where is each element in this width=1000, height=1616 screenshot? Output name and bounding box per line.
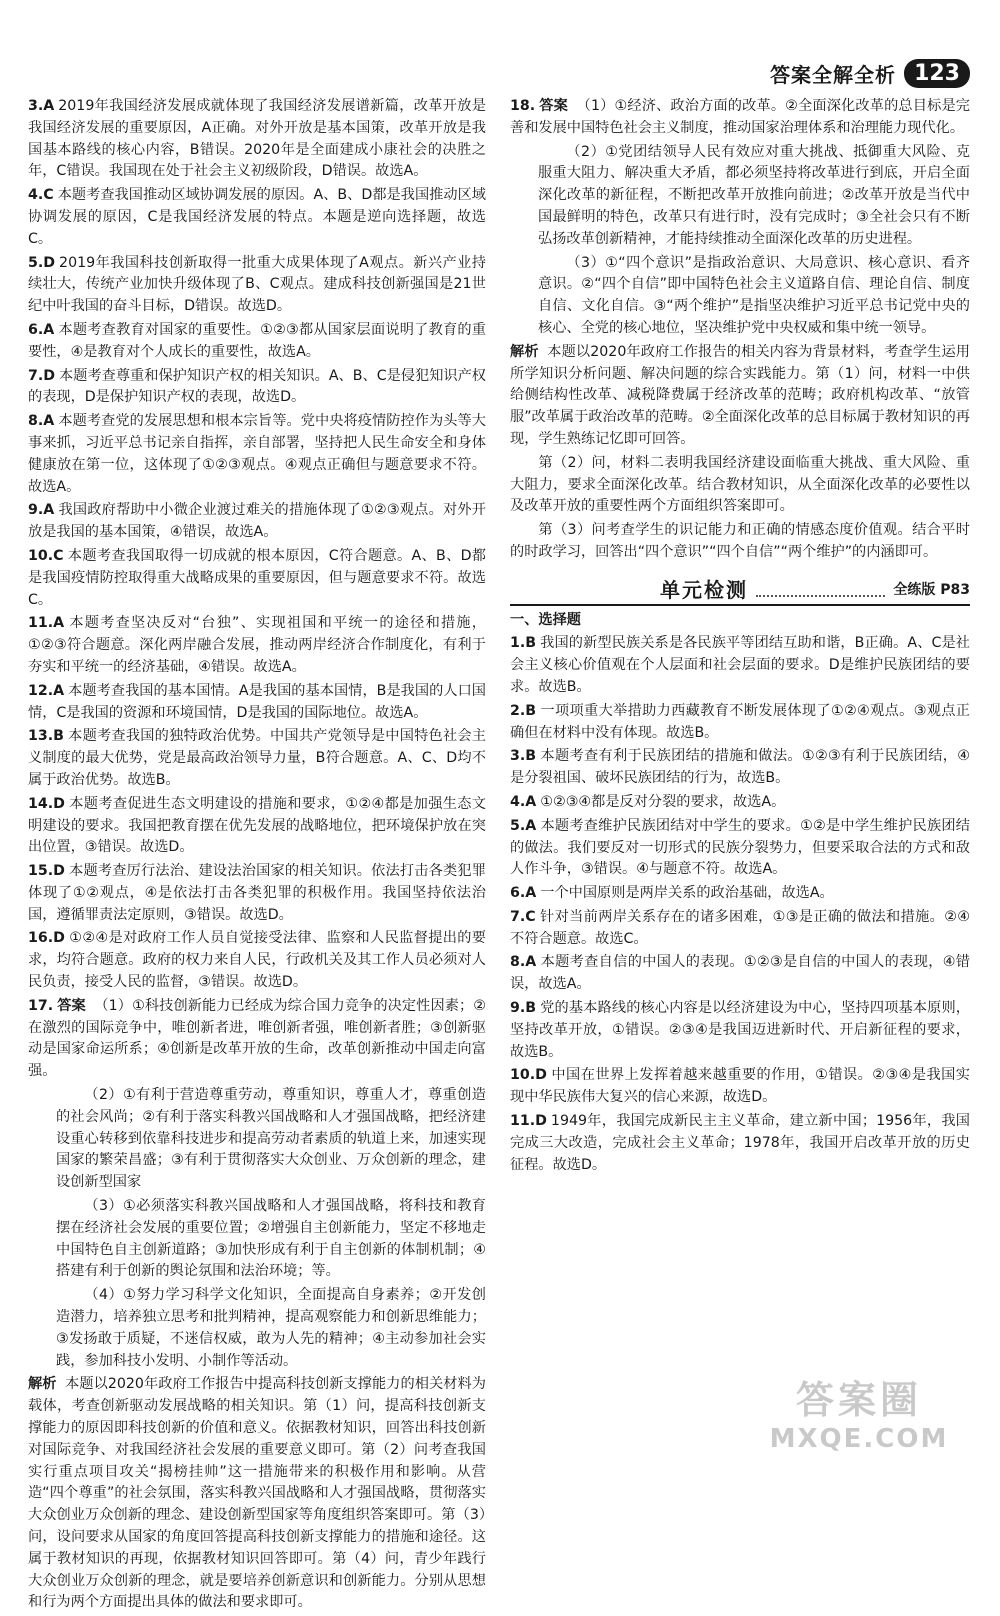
unit-test-bar (510, 578, 970, 606)
answer-text: 一个中国原则是两岸关系的政治基础，故选A。 (540, 885, 834, 902)
answer-text: 本题考查尊重和保护知识产权的相关知识。A、B、C是侵犯知识产权的表现，D是保护知识产权的表现，故选D。 (28, 367, 486, 406)
answer-item (510, 952, 970, 996)
answer-part-3: （3）①“四个意识”是指政治意识、大局意识、核心意识、看齐意识。②“四个自信”即中国特色社会主义道路自信、理论自信、制度自信、文化自信。③“两个维护”是指坚决维护习近平总书记党中央的核心、全党的核心地位，坚决维护党中央权威和集中统一领导。 (538, 254, 970, 336)
answer-text: 本题考查我国推动区域协调发展的原因。A、B、D都是我国推动区域协调发展的原因，C是我国经济发展的特点。本题是逆向选择题，故选C。 (28, 187, 486, 247)
answer-text: 2019年我国科技创新取得一批重大成果体现了A观点。新兴产业持续壮大，传统产业加快升级体现了B、C观点。建成科技创新强国是21世纪中叶我国的奋斗目标，D错误。故选D。 (28, 254, 486, 315)
question-number: 16.D (28, 930, 65, 947)
answer-item (510, 633, 970, 698)
answer-text: 本题考查我国的独特政治优势。中国共产党领导是中国特色社会主义制度的最大优势，党是最高政治领导力量，B符合题意。A、C、D均不属于政治优势。故选B。 (28, 728, 486, 788)
unit-title: 单元检测 (660, 577, 748, 602)
question-number: 7.C (510, 908, 536, 925)
analysis-para-3: 第（3）问考查学生的识记能力和正确的情感态度价值观。结合平时的时政学习，回答出“四个意识”“四个自信”“两个维护”的内涵即可。 (510, 522, 970, 560)
question-number: 11.A (28, 615, 65, 632)
question-number: 6.A (510, 885, 537, 902)
answer-text: 本题考查自信的中国人的表现。①②③是自信的中国人的表现，④错误，故选A。 (510, 954, 970, 993)
question-18 (510, 96, 970, 140)
answer-text: 本题考查我国取得一切成就的根本原因，C符合题意。A、B、D都是我国疫情防控取得重大战略成果的重要原因，但与题意要求不符。故选C。 (28, 547, 486, 608)
answer-part-1: （1）①科技创新能力已经成为综合国力竞争的决定性因素；②在激烈的国际竞争中，唯创新者进，唯创新者强，唯创新者胜；③创新驱动是国家命运所系；④创新是改革开放的生命，改革创新推动中国走向富强。 (28, 997, 486, 1080)
question-number: 8.A (510, 954, 537, 971)
answer-item (510, 792, 970, 814)
answer-text: 我国的新型民族关系是各民族平等团结互助和谐，B正确。A、C是社会主义核心价值观在个人层面和社会层面的要求。D是维护民族团结的要求。故选B。 (510, 635, 970, 695)
answer-part-3: （3）①必须落实科教兴国战略和人才强国战略，将科技和教育摆在经济社会发展的重要位置；②增强自主创新能力，坚定不移地走中国特色自主创新道路；③加快形成有利于自主创新的体制机制；④搭建有利于创新的舆论氛围和法治环境；等。 (56, 1198, 486, 1280)
watermark-url: MXQE.COM (769, 1424, 949, 1454)
analysis-para-2: 第（2）问，材料二表明我国经济建设面临重大挑战、重大风险、重大阻力，要求全面深化改革。结合教材知识，从全面深化改革的必要性以及改革开放的重要性两个方面组织答案即可。 (510, 454, 970, 515)
answer-text: 中国在世界上发挥着越来越重要的作用，①错误。②③④是我国实现中华民族伟大复兴的信心来源，故选D。 (510, 1067, 970, 1106)
answer-item (510, 1111, 970, 1176)
left-answer-list (28, 96, 486, 994)
unit-ref: 全练版 P83 (893, 581, 970, 598)
question-number: 9.A (28, 502, 55, 519)
answer-label: 答案 (539, 98, 568, 114)
answer-item (28, 185, 486, 250)
answer-item (28, 794, 486, 859)
question-number: 3.A (28, 98, 55, 114)
answer-item (510, 746, 970, 790)
right-answer-list (510, 633, 970, 1176)
question-number: 10.D (510, 1067, 547, 1084)
question-number: 7.D (28, 367, 56, 384)
question-number: 15.D (28, 863, 65, 880)
answer-text: ①②③④都是反对分裂的要求，故选A。 (540, 793, 786, 810)
answer-text: 本题考查厉行法治、建设法治国家的相关知识。依法打击各类犯罪体现了①②观点，④是依法打击各类犯罪的积极作用。我国坚持依法治国，遵循罪责法定原则，③错误。故选D。 (28, 863, 486, 923)
question-number: 10.C (28, 547, 64, 564)
answer-item (28, 861, 486, 926)
answer-item (28, 613, 486, 678)
question-number: 1.B (510, 635, 537, 652)
watermark (744, 1376, 974, 1460)
answer-text: 本题考查党的发展思想和根本宗旨等。党中央将疫情防控作为头等大事来抓，习近平总书记亲自指挥，亲自部署，坚持把人民生命安全和身体健康放在第一位，这体现了①②③观点。④观点正确但与题意要求不符。故选A。 (28, 413, 486, 495)
answer-item (28, 681, 486, 725)
page-number: 123 (904, 59, 970, 88)
analysis-text: 本题以2020年政府工作报告中提高科技创新支撑能力的相关材料为载体，考查创新驱动发展战略的相关知识。第（1）问，提高科技创新支撑能力的原因即科技创新的价值和意义。依据教材知识，回答出科技创新对国际竞争、对我国经济社会发展的重要意义即可。第（2）问考查我国实行重点项目攻关“揭榜挂帅”这一措施带来的积极作用和影响。从营造“四个尊重”的社会氛围，落实科教兴国战略和人才强国战略，贯彻落实大众创业万众创新的理念、建设创新型国家等角度组织答案即可。第（3）问，设问要求从国家的角度回答提高科技创新支撑能力的措施和途径。这属于教材知识的再现，依据教材知识回答即可。第（4）问，青少年践行大众创业万众创新的理念，就是要培养创新意识和创新能力。分别从思想和行为两个方面提出具体的做法和要求即可。 (28, 1376, 486, 1611)
question-number: 13.B (28, 728, 64, 745)
answer-text: 本题考查坚决反对“台独”、实现祖国和平统一的途径和措施，①②③符合题意。深化两岸融合发展，推动两岸经济合作制度化，有利于夯实和平统一的经济基础，④错误。故选A。 (28, 615, 486, 675)
answer-item (510, 1065, 970, 1109)
question-number: 6.A (28, 321, 55, 338)
answer-text: 本题考查维护民族团结对中学生的要求。①②是中学生维护民族团结的做法。我们要反对一切形式的民族分裂势力，但要采取合法的方式和敌人作斗争，③错误。④与题意不符。故选A。 (510, 817, 970, 878)
answer-item (28, 253, 486, 318)
answer-text: 本题考查促进生态文明建设的措施和要求，①②④都是加强生态文明建设的要求。我国把教育摆在优先发展的战略地位，把环境保护放在突出位置，③错误。故选D。 (28, 795, 486, 856)
analysis-label: 解析 (510, 343, 539, 360)
answer-item (510, 816, 970, 881)
answer-item (28, 96, 486, 183)
question-number: 2.B (510, 702, 537, 719)
answer-item (28, 546, 486, 611)
question-number: 3.B (510, 748, 537, 765)
answer-label: 答案 (57, 997, 86, 1014)
dotted-leader (756, 585, 885, 597)
answer-item (28, 411, 486, 498)
answer-part-2: （2）①有利于营造尊重劳动，尊重知识，尊重人才，尊重创造的社会风尚；②有利于落实科教兴国战略和人才强国战略，把经济建设重心转移到依靠科技进步和提高劳动者素质的轨道上来，加速实现国家的繁荣昌盛；③有利于贯彻落实大众创业、万众创新的理念，建设创新型国家 (56, 1087, 486, 1191)
watermark-logo: 答案圈 (795, 1378, 922, 1422)
analysis-label: 解析 (28, 1376, 57, 1393)
answer-item (28, 320, 486, 364)
answer-text: 党的基本路线的核心内容是以经济建设为中心，坚持四项基本原则，坚持改革开放，①错误。②③④是我国迈进新时代、开启新征程的要求，故选B。 (510, 1000, 970, 1060)
answer-item (510, 701, 970, 745)
analysis-17 (28, 1374, 486, 1614)
question-17 (28, 996, 486, 1083)
analysis-para-1: 本题以2020年政府工作报告的相关内容为背景材料，考查学生运用所学知识分析问题、解决问题的综合实践能力。第（1）问，材料一中供给侧结构性改革、减税降费属于经济改革的范畴；政府机构改革、“放管服”改革属于政治改革的范畴。②全面深化改革的总目标属于教材知识的再现，学生熟练记忆即可回答。 (510, 343, 970, 447)
answer-part-2: （2）①党团结领导人民有效应对重大挑战、抵御重大风险、克服重大阻力、解决重大矛盾，都必须坚持将改革进行到底，开启全面深化改革的新征程，不断把改革开放推向前进；②改革开放是当代中国最鲜明的特色，改革只有进行时，没有完成时；③全社会只有不断弘扬改革创新精神，才能持续推动全面深化改革的历史进程。 (538, 143, 970, 247)
answer-text: 我国政府帮助中小微企业渡过难关的措施体现了①②③观点。对外开放是我国的基本国策，④错误，故选A。 (28, 502, 486, 541)
answer-text: 2019年我国经济发展成就体现了我国经济发展谱新篇，改革开放是我国经济发展的重要原因，A正确。对外开放是基本国策，改革开放是我国基本路线的核心内容，B错误。2020年是全面建成小康社会的决胜之年，C错误。我国现在处于社会主义初级阶段，D错误。故选A。 (28, 98, 486, 180)
answer-text: 本题考查有利于民族团结的措施和做法。①②③有利于民族团结，④是分裂祖国、破坏民族团结的行为，故选B。 (510, 748, 970, 787)
question-number: 5.A (510, 817, 537, 834)
question-number: 4.C (28, 187, 54, 204)
question-number: 4.A (510, 793, 537, 810)
question-number: 12.A (28, 682, 65, 699)
question-number: 18. (510, 98, 536, 114)
header-title: 答案全解全析 (770, 62, 897, 87)
answer-text: 本题考查教育对国家的重要性。①②③都从国家层面说明了教育的重要性，④是教育对个人成长的重要性，故选A。 (28, 321, 486, 360)
answer-item (510, 998, 970, 1063)
answer-item (28, 500, 486, 544)
left-column (28, 96, 486, 1616)
question-number: 9.B (510, 1000, 537, 1017)
answer-item (28, 366, 486, 410)
answer-item (510, 907, 970, 951)
page-header (770, 56, 970, 90)
answer-item (28, 726, 486, 791)
answer-text: ①②④是对政府工作人员自觉接受法律、监察和人民监督提出的要求，均符合题意。政府的权力来自人民，行政机关及其工作人员必须对人民负责，接受人民的监督，③错误。故选D。 (28, 930, 486, 991)
answer-text: 1949年，我国完成新民主主义革命，建立新中国；1956年，我国完成三大改造，完成社会主义革命；1978年，我国开启改革开放的历史征程。故选D。 (510, 1113, 970, 1173)
analysis-18 (510, 342, 970, 451)
answer-text: 本题考查我国的基本国情。A是我国的基本国情，B是我国的人口国情，C是我国的资源和环境国情，D是我国的国际地位。故选A。 (28, 682, 486, 721)
answer-part-1: （1）①经济、政治方面的改革。②全面深化改革的总目标是完善和发展中国特色社会主义制度，推动国家治理体系和治理能力现代化。 (510, 98, 970, 136)
question-number: 11.D (510, 1113, 547, 1130)
question-number: 14.D (28, 795, 65, 812)
section-label: 一、选择题 (510, 611, 581, 628)
question-number: 17. (28, 997, 54, 1014)
answer-item (28, 928, 486, 993)
answer-text: 针对当前两岸关系存在的诸多困难，①③是正确的做法和措施。②④不符合题意。故选C。 (510, 908, 970, 947)
answer-text: 一项项重大举措助力西藏教育不断发展体现了①②④观点。③观点正确但在材料中没有体现。故选B。 (510, 702, 970, 741)
answer-part-4: （4）①努力学习科学文化知识，全面提高自身素养；②开发创造潜力，培养独立思考和批判精神，提高观察能力和创新思维能力；③发扬敢于质疑，不迷信权威，敢为人先的精神；④主动参加社会实践，参加科技小发明、小制作等活动。 (56, 1287, 486, 1369)
right-column (510, 96, 970, 1178)
question-number: 5.D (28, 254, 56, 271)
question-number: 8.A (28, 413, 55, 430)
answer-item (510, 883, 970, 905)
